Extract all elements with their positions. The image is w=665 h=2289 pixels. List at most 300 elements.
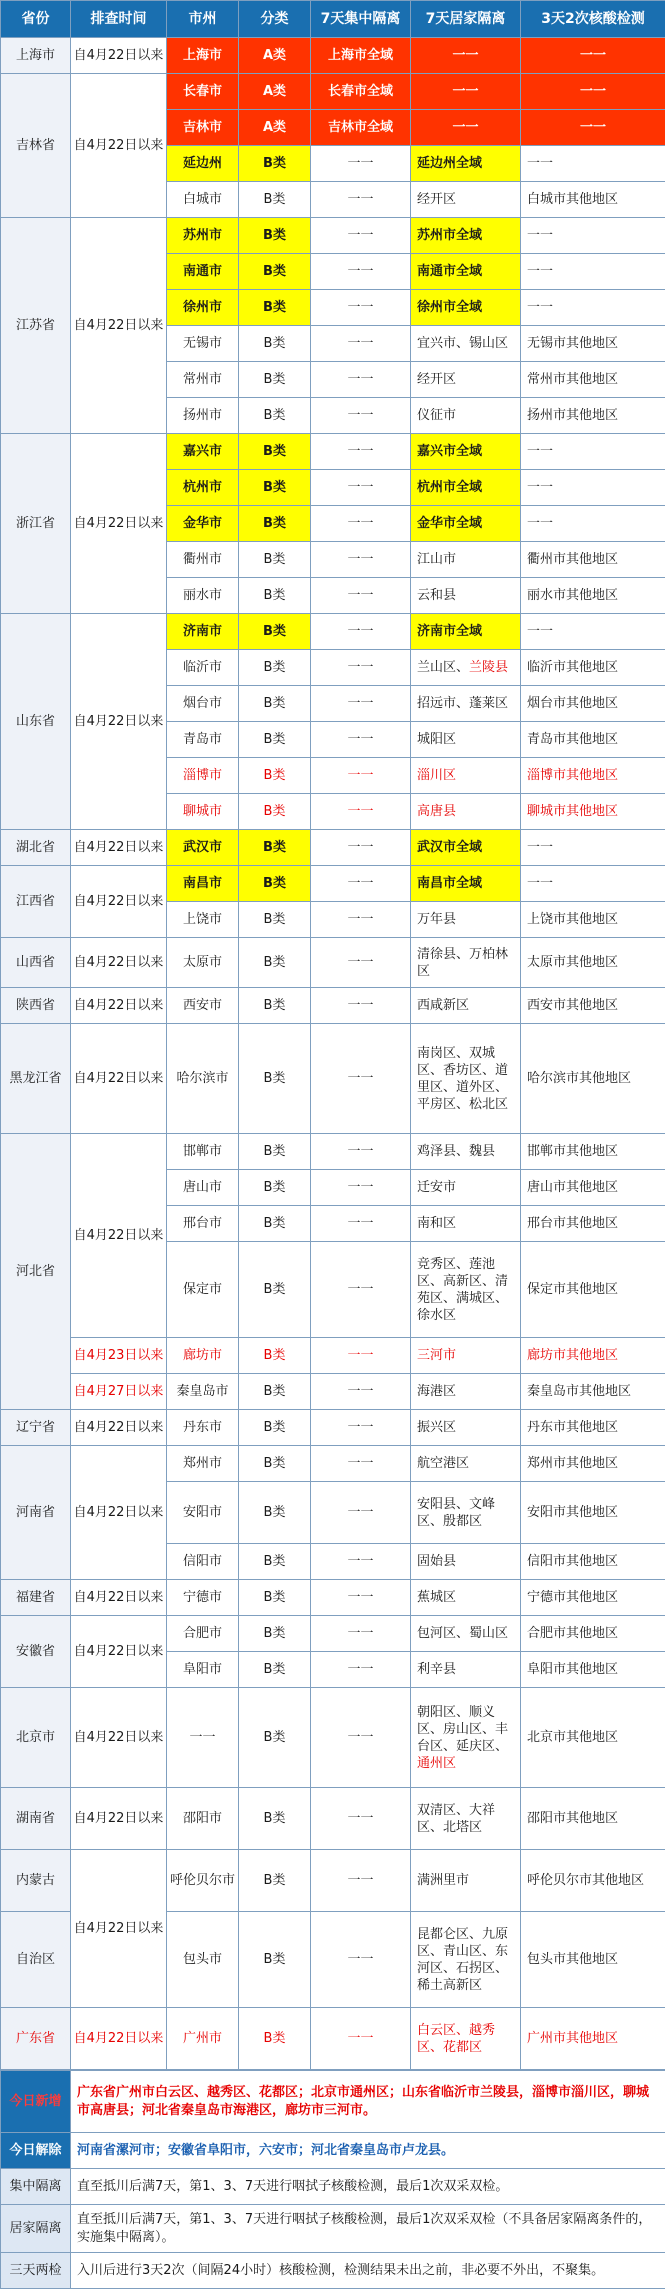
city-cell: 武汉市 xyxy=(167,830,239,866)
central-quarantine-cell: 一一 xyxy=(311,758,411,794)
nucleic-test-cell: 白城市其他地区 xyxy=(521,182,665,218)
home-quarantine-cell: 嘉兴市全域 xyxy=(411,434,521,470)
home-quarantine-cell: 淄川区 xyxy=(411,758,521,794)
category-cell: B类 xyxy=(239,1616,311,1652)
province-cell: 北京市 xyxy=(1,1688,71,1788)
city-cell: 临沂市 xyxy=(167,650,239,686)
province-cell: 陕西省 xyxy=(1,988,71,1024)
home-quarantine-cell: 宜兴市、锡山区 xyxy=(411,326,521,362)
note-test xyxy=(1,2253,665,2289)
header-category: 分类 xyxy=(239,1,311,38)
category-cell: A类 xyxy=(239,110,311,146)
central-quarantine-cell: 一一 xyxy=(311,988,411,1024)
note-lift xyxy=(1,2133,665,2169)
note-lift-label: 今日解除 xyxy=(1,2133,71,2169)
home-quarantine-cell: 济南市全域 xyxy=(411,614,521,650)
city-cell: 广州市 xyxy=(167,2008,239,2070)
city-cell: 无锡市 xyxy=(167,326,239,362)
table-row xyxy=(1,1446,665,1482)
home-quarantine-cell: 包河区、蜀山区 xyxy=(411,1616,521,1652)
category-cell: B类 xyxy=(239,902,311,938)
header-central-quarantine: 7天集中隔离 xyxy=(311,1,411,38)
central-quarantine-cell: 一一 xyxy=(311,650,411,686)
table-row xyxy=(1,866,665,902)
central-quarantine-cell: 一一 xyxy=(311,1850,411,1912)
province-cell: 浙江省 xyxy=(1,434,71,614)
central-quarantine-cell: 一一 xyxy=(311,1912,411,2008)
province-cell: 辽宁省 xyxy=(1,1410,71,1446)
central-quarantine-cell: 一一 xyxy=(311,470,411,506)
city-cell: 丽水市 xyxy=(167,578,239,614)
city-cell: 白城市 xyxy=(167,182,239,218)
category-cell: B类 xyxy=(239,470,311,506)
central-quarantine-cell: 吉林市全域 xyxy=(311,110,411,146)
category-cell: B类 xyxy=(239,254,311,290)
central-quarantine-cell: 一一 xyxy=(311,1446,411,1482)
category-cell: B类 xyxy=(239,1170,311,1206)
central-quarantine-cell: 一一 xyxy=(311,1482,411,1544)
central-quarantine-cell: 一一 xyxy=(311,1616,411,1652)
central-quarantine-cell: 一一 xyxy=(311,866,411,902)
note-home-label: 居家隔离 xyxy=(1,2205,71,2253)
time-cell: 自4月22日以来 xyxy=(71,1616,167,1688)
category-cell: B类 xyxy=(239,614,311,650)
home-quarantine-cell: 双清区、大祥区、北塔区 xyxy=(411,1788,521,1850)
city-cell: 郑州市 xyxy=(167,1446,239,1482)
home-quarantine-cell: 城阳区 xyxy=(411,722,521,758)
central-quarantine-cell: 一一 xyxy=(311,578,411,614)
time-cell: 自4月22日以来 xyxy=(71,988,167,1024)
category-cell: B类 xyxy=(239,1206,311,1242)
nucleic-test-cell: 邢台市其他地区 xyxy=(521,1206,665,1242)
time-cell: 自4月22日以来 xyxy=(71,1446,167,1580)
province-cell: 山西省 xyxy=(1,938,71,988)
province-cell: 吉林省 xyxy=(1,74,71,218)
note-home-text: 直至抵川后满7天，第1、3、7天进行咽拭子核酸检测，最后1次双采双检（不具备居家隔离条件的，实施集中隔离）。 xyxy=(71,2205,665,2253)
city-cell: 丹东市 xyxy=(167,1410,239,1446)
province-cell: 山东省 xyxy=(1,614,71,830)
category-cell: B类 xyxy=(239,1580,311,1616)
table-row xyxy=(1,1338,665,1374)
city-cell: 扬州市 xyxy=(167,398,239,434)
central-quarantine-cell: 一一 xyxy=(311,1544,411,1580)
central-quarantine-cell: 一一 xyxy=(311,722,411,758)
category-cell: B类 xyxy=(239,290,311,326)
category-cell: B类 xyxy=(239,542,311,578)
home-quarantine-cell: 延边州全域 xyxy=(411,146,521,182)
note-new-text: 广东省广州市白云区、越秀区、花都区；北京市通州区；山东省临沂市兰陵县，淄博市淄川区，聊城市高唐县；河北省秦皇岛市海港区，廊坊市三河市。 xyxy=(71,2071,665,2133)
nucleic-test-cell: 衢州市其他地区 xyxy=(521,542,665,578)
note-new-label: 今日新增 xyxy=(1,2071,71,2133)
home-quarantine-cell: 满洲里市 xyxy=(411,1850,521,1912)
nucleic-test-cell: 呼伦贝尔市其他地区 xyxy=(521,1850,665,1912)
category-cell: B类 xyxy=(239,758,311,794)
city-cell: 聊城市 xyxy=(167,794,239,830)
home-quarantine-cell: 云和县 xyxy=(411,578,521,614)
table-row xyxy=(1,1788,665,1850)
home-quarantine-cell: 清徐县、万柏林区 xyxy=(411,938,521,988)
nucleic-test-cell: 唐山市其他地区 xyxy=(521,1170,665,1206)
home-quarantine-cell: 西咸新区 xyxy=(411,988,521,1024)
province-cell: 自治区 xyxy=(1,1912,71,2008)
province-cell: 湖北省 xyxy=(1,830,71,866)
table-row xyxy=(1,614,665,650)
time-cell: 自4月22日以来 xyxy=(71,866,167,938)
nucleic-test-cell: 一一 xyxy=(521,470,665,506)
home-quarantine-cell: 金华市全域 xyxy=(411,506,521,542)
nucleic-test-cell: 包头市其他地区 xyxy=(521,1912,665,2008)
city-cell: 合肥市 xyxy=(167,1616,239,1652)
category-cell: B类 xyxy=(239,362,311,398)
nucleic-test-cell: 扬州市其他地区 xyxy=(521,398,665,434)
table-row xyxy=(1,1410,665,1446)
category-cell: B类 xyxy=(239,1482,311,1544)
city-cell: 南通市 xyxy=(167,254,239,290)
home-quarantine-cell: 南和区 xyxy=(411,1206,521,1242)
time-cell: 自4月22日以来 xyxy=(71,2008,167,2070)
nucleic-test-cell: 一一 xyxy=(521,866,665,902)
city-cell: 秦皇岛市 xyxy=(167,1374,239,1410)
category-cell: B类 xyxy=(239,1134,311,1170)
city-cell: 宁德市 xyxy=(167,1580,239,1616)
nucleic-test-cell: 一一 xyxy=(521,74,665,110)
table-row xyxy=(1,74,665,110)
home-quarantine-new-text: 通州区 xyxy=(417,1756,456,1771)
nucleic-test-cell: 常州市其他地区 xyxy=(521,362,665,398)
table-row xyxy=(1,434,665,470)
time-cell: 自4月22日以来 xyxy=(71,614,167,830)
table-header-row xyxy=(1,1,665,38)
time-cell: 自4月22日以来 xyxy=(71,74,167,218)
nucleic-test-cell: 临沂市其他地区 xyxy=(521,650,665,686)
category-cell: B类 xyxy=(239,988,311,1024)
home-quarantine-cell: 固始县 xyxy=(411,1544,521,1580)
central-quarantine-cell: 一一 xyxy=(311,614,411,650)
nucleic-test-cell: 一一 xyxy=(521,830,665,866)
central-quarantine-cell: 一一 xyxy=(311,902,411,938)
home-quarantine-cell: 南岗区、双城区、香坊区、道里区、道外区、平房区、松北区 xyxy=(411,1024,521,1134)
note-new xyxy=(1,2071,665,2133)
table-row xyxy=(1,218,665,254)
nucleic-test-cell: 西安市其他地区 xyxy=(521,988,665,1024)
nucleic-test-cell: 廊坊市其他地区 xyxy=(521,1338,665,1374)
category-cell: B类 xyxy=(239,1850,311,1912)
city-cell: 淄博市 xyxy=(167,758,239,794)
city-cell: 常州市 xyxy=(167,362,239,398)
category-cell: B类 xyxy=(239,1446,311,1482)
central-quarantine-cell: 一一 xyxy=(311,686,411,722)
category-cell: B类 xyxy=(239,2008,311,2070)
home-quarantine-cell: 安阳县、文峰区、殷都区 xyxy=(411,1482,521,1544)
category-cell: B类 xyxy=(239,578,311,614)
nucleic-test-cell: 哈尔滨市其他地区 xyxy=(521,1024,665,1134)
table-row xyxy=(1,938,665,988)
city-cell: 邢台市 xyxy=(167,1206,239,1242)
time-cell: 自4月23日以来 xyxy=(71,1338,167,1374)
home-quarantine-cell: 苏州市全域 xyxy=(411,218,521,254)
nucleic-test-cell: 一一 xyxy=(521,110,665,146)
home-quarantine-cell: 南昌市全域 xyxy=(411,866,521,902)
central-quarantine-cell: 一一 xyxy=(311,1242,411,1338)
nucleic-test-cell: 淄博市其他地区 xyxy=(521,758,665,794)
time-cell: 自4月22日以来 xyxy=(71,38,167,74)
category-cell: B类 xyxy=(239,1544,311,1580)
nucleic-test-cell: 保定市其他地区 xyxy=(521,1242,665,1338)
category-cell: B类 xyxy=(239,722,311,758)
time-cell: 自4月22日以来 xyxy=(71,1134,167,1338)
nucleic-test-cell: 广州市其他地区 xyxy=(521,2008,665,2070)
city-cell: 阜阳市 xyxy=(167,1652,239,1688)
province-cell: 安徽省 xyxy=(1,1616,71,1688)
city-cell: 上海市 xyxy=(167,38,239,74)
nucleic-test-cell: 丽水市其他地区 xyxy=(521,578,665,614)
central-quarantine-cell: 一一 xyxy=(311,362,411,398)
nucleic-test-cell: 青岛市其他地区 xyxy=(521,722,665,758)
city-cell: 太原市 xyxy=(167,938,239,988)
province-cell: 上海市 xyxy=(1,38,71,74)
table-row xyxy=(1,988,665,1024)
city-cell: 延边州 xyxy=(167,146,239,182)
note-test-text: 入川后进行3天2次（间隔24小时）核酸检测，检测结果未出之前，非必要不外出，不聚集。 xyxy=(71,2253,665,2289)
note-home xyxy=(1,2205,665,2253)
category-cell: B类 xyxy=(239,146,311,182)
city-cell: 邵阳市 xyxy=(167,1788,239,1850)
city-cell: 济南市 xyxy=(167,614,239,650)
category-cell: B类 xyxy=(239,1652,311,1688)
city-cell: 保定市 xyxy=(167,1242,239,1338)
nucleic-test-cell: 安阳市其他地区 xyxy=(521,1482,665,1544)
category-cell: B类 xyxy=(239,830,311,866)
note-test-label: 三天两检 xyxy=(1,2253,71,2289)
home-quarantine-cell: 一一 xyxy=(411,110,521,146)
nucleic-test-cell: 烟台市其他地区 xyxy=(521,686,665,722)
province-cell: 江西省 xyxy=(1,866,71,938)
home-quarantine-cell: 招远市、蓬莱区 xyxy=(411,686,521,722)
category-cell: B类 xyxy=(239,650,311,686)
home-quarantine-cell: 仪征市 xyxy=(411,398,521,434)
home-quarantine-cell: 昆都仑区、九原区、青山区、东河区、石拐区、稀土高新区 xyxy=(411,1912,521,2008)
table-row xyxy=(1,1580,665,1616)
time-cell: 自4月22日以来 xyxy=(71,434,167,614)
table-row xyxy=(1,830,665,866)
province-cell: 河北省 xyxy=(1,1134,71,1410)
nucleic-test-cell: 邵阳市其他地区 xyxy=(521,1788,665,1850)
central-quarantine-cell: 一一 xyxy=(311,1788,411,1850)
time-cell: 自4月22日以来 xyxy=(71,218,167,434)
city-cell: 杭州市 xyxy=(167,470,239,506)
central-quarantine-cell: 一一 xyxy=(311,2008,411,2070)
time-cell: 自4月22日以来 xyxy=(71,1688,167,1788)
city-cell: 信阳市 xyxy=(167,1544,239,1580)
city-cell: 南昌市 xyxy=(167,866,239,902)
central-quarantine-cell: 一一 xyxy=(311,254,411,290)
nucleic-test-cell: 邯郸市其他地区 xyxy=(521,1134,665,1170)
nucleic-test-cell: 一一 xyxy=(521,614,665,650)
home-quarantine-cell: 高唐县 xyxy=(411,794,521,830)
table-row xyxy=(1,38,665,74)
nucleic-test-cell: 信阳市其他地区 xyxy=(521,1544,665,1580)
header-city: 市州 xyxy=(167,1,239,38)
central-quarantine-cell: 一一 xyxy=(311,1410,411,1446)
home-quarantine-cell: 经开区 xyxy=(411,362,521,398)
central-quarantine-cell: 一一 xyxy=(311,434,411,470)
city-cell: 廊坊市 xyxy=(167,1338,239,1374)
home-quarantine-cell: 蕉城区 xyxy=(411,1580,521,1616)
note-lift-text: 河南省漯河市；安徽省阜阳市，六安市；河北省秦皇岛市卢龙县。 xyxy=(71,2133,665,2169)
city-cell: 衢州市 xyxy=(167,542,239,578)
nucleic-test-cell: 上饶市其他地区 xyxy=(521,902,665,938)
city-cell: 呼伦贝尔市 xyxy=(167,1850,239,1912)
nucleic-test-cell: 太原市其他地区 xyxy=(521,938,665,988)
home-quarantine-new-text: 兰陵县 xyxy=(469,660,508,675)
table-row xyxy=(1,1024,665,1134)
category-cell: B类 xyxy=(239,506,311,542)
central-quarantine-cell: 一一 xyxy=(311,326,411,362)
time-cell: 自4月22日以来 xyxy=(71,1850,167,2008)
home-quarantine-cell xyxy=(411,650,521,686)
home-quarantine-text: 兰山区、 xyxy=(417,660,469,675)
table-row xyxy=(1,1374,665,1410)
note-central-label: 集中隔离 xyxy=(1,2169,71,2205)
province-cell: 湖南省 xyxy=(1,1788,71,1850)
central-quarantine-cell: 一一 xyxy=(311,506,411,542)
category-cell: B类 xyxy=(239,1788,311,1850)
central-quarantine-cell: 上海市全域 xyxy=(311,38,411,74)
category-cell: B类 xyxy=(239,1242,311,1338)
central-quarantine-cell: 一一 xyxy=(311,1134,411,1170)
header-province: 省份 xyxy=(1,1,71,38)
nucleic-test-cell: 一一 xyxy=(521,290,665,326)
city-cell: 烟台市 xyxy=(167,686,239,722)
category-cell: B类 xyxy=(239,686,311,722)
home-quarantine-cell: 万年县 xyxy=(411,902,521,938)
central-quarantine-cell: 一一 xyxy=(311,1170,411,1206)
home-quarantine-cell: 海港区 xyxy=(411,1374,521,1410)
nucleic-test-cell: 合肥市其他地区 xyxy=(521,1616,665,1652)
category-cell: B类 xyxy=(239,218,311,254)
category-cell: B类 xyxy=(239,938,311,988)
time-cell: 自4月22日以来 xyxy=(71,1410,167,1446)
nucleic-test-cell: 聊城市其他地区 xyxy=(521,794,665,830)
nucleic-test-cell: 无锡市其他地区 xyxy=(521,326,665,362)
nucleic-test-cell: 一一 xyxy=(521,434,665,470)
category-cell: B类 xyxy=(239,1688,311,1788)
nucleic-test-cell: 秦皇岛市其他地区 xyxy=(521,1374,665,1410)
home-quarantine-cell: 徐州市全域 xyxy=(411,290,521,326)
central-quarantine-cell: 一一 xyxy=(311,218,411,254)
note-central-text: 直至抵川后满7天，第1、3、7天进行咽拭子核酸检测，最后1次双采双检。 xyxy=(71,2169,665,2205)
nucleic-test-cell: 一一 xyxy=(521,506,665,542)
central-quarantine-cell: 一一 xyxy=(311,830,411,866)
city-cell: 上饶市 xyxy=(167,902,239,938)
nucleic-test-cell: 阜阳市其他地区 xyxy=(521,1652,665,1688)
central-quarantine-cell: 一一 xyxy=(311,182,411,218)
province-cell: 河南省 xyxy=(1,1446,71,1580)
notes-table xyxy=(0,2070,665,2289)
nucleic-test-cell: 一一 xyxy=(521,38,665,74)
central-quarantine-cell: 一一 xyxy=(311,290,411,326)
table-row xyxy=(1,2008,665,2070)
home-quarantine-cell: 三河市 xyxy=(411,1338,521,1374)
home-quarantine-cell: 南通市全域 xyxy=(411,254,521,290)
central-quarantine-cell: 一一 xyxy=(311,542,411,578)
city-cell: 青岛市 xyxy=(167,722,239,758)
central-quarantine-cell: 一一 xyxy=(311,146,411,182)
central-quarantine-cell: 一一 xyxy=(311,1580,411,1616)
city-cell: 哈尔滨市 xyxy=(167,1024,239,1134)
city-cell: 金华市 xyxy=(167,506,239,542)
category-cell: B类 xyxy=(239,1024,311,1134)
category-cell: B类 xyxy=(239,1410,311,1446)
category-cell: B类 xyxy=(239,1374,311,1410)
central-quarantine-cell: 一一 xyxy=(311,938,411,988)
city-cell: 吉林市 xyxy=(167,110,239,146)
city-cell: 包头市 xyxy=(167,1912,239,2008)
category-cell: B类 xyxy=(239,434,311,470)
city-cell: 苏州市 xyxy=(167,218,239,254)
nucleic-test-cell: 一一 xyxy=(521,218,665,254)
category-cell: B类 xyxy=(239,326,311,362)
category-cell: B类 xyxy=(239,794,311,830)
home-quarantine-cell: 白云区、越秀区、花都区 xyxy=(411,2008,521,2070)
table-row xyxy=(1,1134,665,1170)
time-cell: 自4月22日以来 xyxy=(71,938,167,988)
nucleic-test-cell: 一一 xyxy=(521,254,665,290)
header-nucleic-test: 3天2次核酸检测 xyxy=(521,1,665,38)
category-cell: A类 xyxy=(239,38,311,74)
table-row xyxy=(1,1850,665,1912)
central-quarantine-cell: 长春市全域 xyxy=(311,74,411,110)
home-quarantine-cell: 杭州市全域 xyxy=(411,470,521,506)
nucleic-test-cell: 丹东市其他地区 xyxy=(521,1410,665,1446)
home-quarantine-cell: 武汉市全域 xyxy=(411,830,521,866)
city-cell: 西安市 xyxy=(167,988,239,1024)
city-cell: 徐州市 xyxy=(167,290,239,326)
table-row xyxy=(1,1688,665,1788)
home-quarantine-cell: 振兴区 xyxy=(411,1410,521,1446)
nucleic-test-cell: 郑州市其他地区 xyxy=(521,1446,665,1482)
central-quarantine-cell: 一一 xyxy=(311,1338,411,1374)
central-quarantine-cell: 一一 xyxy=(311,1024,411,1134)
category-cell: B类 xyxy=(239,398,311,434)
category-cell: A类 xyxy=(239,74,311,110)
central-quarantine-cell: 一一 xyxy=(311,398,411,434)
province-cell: 内蒙古 xyxy=(1,1850,71,1912)
table-row xyxy=(1,1616,665,1652)
central-quarantine-cell: 一一 xyxy=(311,1652,411,1688)
home-quarantine-text: 朝阳区、顺义区、房山区、丰台区、延庆区、 xyxy=(417,1705,508,1754)
category-cell: B类 xyxy=(239,1338,311,1374)
home-quarantine-cell: 鸡泽县、魏县 xyxy=(411,1134,521,1170)
province-cell: 黑龙江省 xyxy=(1,1024,71,1134)
central-quarantine-cell: 一一 xyxy=(311,1374,411,1410)
city-cell: 安阳市 xyxy=(167,1482,239,1544)
province-cell: 广东省 xyxy=(1,2008,71,2070)
time-cell: 自4月22日以来 xyxy=(71,1024,167,1134)
central-quarantine-cell: 一一 xyxy=(311,1206,411,1242)
category-cell: B类 xyxy=(239,866,311,902)
table-body xyxy=(1,38,665,2070)
city-cell: 嘉兴市 xyxy=(167,434,239,470)
home-quarantine-cell: 迁安市 xyxy=(411,1170,521,1206)
home-quarantine-cell xyxy=(411,1688,521,1788)
city-cell: 邯郸市 xyxy=(167,1134,239,1170)
home-quarantine-cell: 航空港区 xyxy=(411,1446,521,1482)
category-cell: B类 xyxy=(239,1912,311,2008)
home-quarantine-cell: 一一 xyxy=(411,74,521,110)
nucleic-test-cell: 宁德市其他地区 xyxy=(521,1580,665,1616)
home-quarantine-cell: 江山市 xyxy=(411,542,521,578)
